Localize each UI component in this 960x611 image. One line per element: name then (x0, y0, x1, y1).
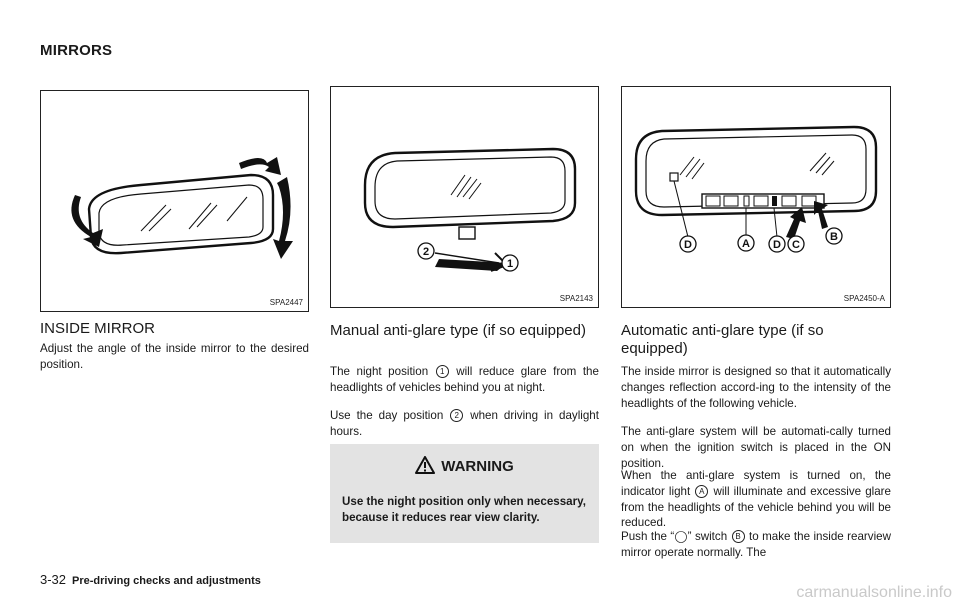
heading-manual-anti-glare: Manual anti-glare type (if so equipped) (330, 322, 586, 339)
para-auto-2: The anti-glare system will be automati-cally turned on when the ignition switch is placed in the ON position. (621, 425, 891, 470)
figure-inside-mirror (40, 90, 309, 312)
ref-circle-2: 2 (450, 409, 463, 422)
watermark: carmanualsonline.info (796, 584, 952, 601)
callout-1: 1 (506, 258, 514, 270)
para-auto-3-text-a: When the anti-glare system is turned on, the indicator light (621, 469, 891, 498)
heading-inside-mirror: INSIDE MIRROR (40, 320, 156, 337)
warning-heading (330, 456, 599, 475)
para-night-text-a: The night position (330, 365, 429, 378)
figure-automatic-anti-glare (621, 86, 891, 308)
figure-code: SPA2143 (559, 294, 593, 303)
page-footer (40, 572, 261, 587)
ref-circle-b: B (732, 530, 745, 543)
callout-a: A (742, 238, 750, 250)
callout-d-left: D (684, 239, 692, 251)
figure-code: SPA2450-A (843, 294, 885, 303)
section-title: MIRRORS (40, 42, 113, 59)
figure-code: SPA2447 (269, 298, 303, 307)
ref-circle-1: 1 (436, 365, 449, 378)
para-night-position (330, 364, 599, 396)
para-day-position (330, 408, 599, 440)
callout-c: C (792, 239, 800, 251)
page-number: 3-32 (40, 572, 67, 587)
para-day-text-a: Use the day position (330, 409, 444, 422)
figure-manual-anti-glare (330, 86, 599, 308)
para-auto-4 (621, 529, 891, 561)
para-night-text-b: will reduce glare from the headlights of vehicles behind you at night. (330, 365, 599, 394)
automatic-mirror-illustration (622, 87, 892, 309)
ref-circle-a: A (695, 485, 708, 498)
warning-box (330, 444, 599, 543)
para-auto-4-text-a: Push the “◯” switch (621, 530, 728, 543)
para-auto-1: The inside mirror is designed so that it automatically changes reflection accord-ing to the intensity of the headlights of the following vehicle. (621, 365, 891, 410)
chapter-title: Pre-driving checks and adjustments (72, 575, 261, 587)
para-auto-4-text-b: to make the inside rearview mirror operate normally. The (621, 530, 891, 559)
warning-text: Use the night position only when necessary, because it reduces rear view clarity. (342, 495, 586, 524)
mirror-adjust-illustration (41, 91, 310, 313)
callout-b: B (830, 231, 838, 243)
para-inside-mirror: Adjust the angle of the inside mirror to the desired position. (40, 342, 309, 371)
warning-title: WARNING (441, 458, 514, 475)
heading-automatic-anti-glare: Automatic anti-glare type (if so equipped) (621, 322, 824, 357)
callout-2: 2 (422, 246, 430, 258)
para-auto-3-text-b: will illuminate and excessive glare from the headlights of the vehicle behind you will be reduced. (621, 484, 891, 530)
warning-triangle-icon (415, 456, 435, 474)
para-auto-3 (621, 468, 891, 531)
manual-mirror-illustration (331, 87, 600, 309)
callout-d-right: D (773, 239, 781, 251)
para-day-text-b: when driving in daylight hours. (330, 409, 599, 438)
